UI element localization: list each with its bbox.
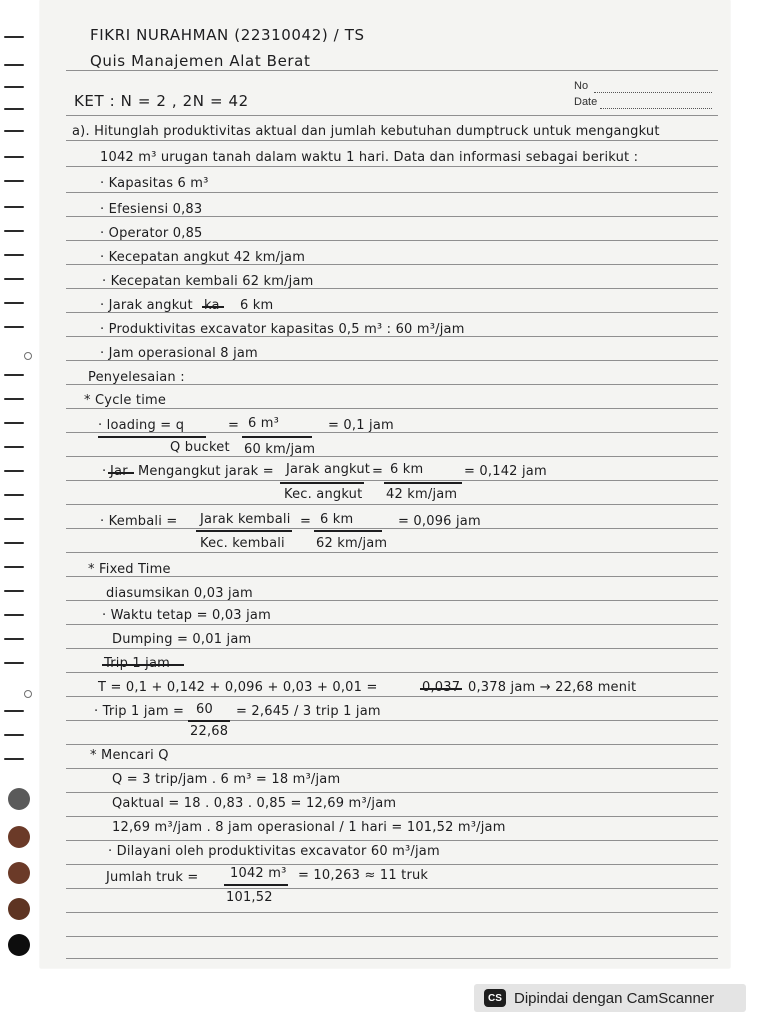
problem-line-2: 1042 m³ urugan tanah dalam waktu 1 hari. Data dan informasi sebagai berikut : (100, 150, 639, 165)
angkut-frac1-bar (280, 482, 364, 484)
margin-tick (4, 206, 24, 208)
ruled-line (66, 840, 718, 841)
ruled-line (66, 792, 718, 793)
ruled-line (66, 888, 718, 889)
margin-tick (4, 156, 24, 158)
camscanner-logo-icon: CS (484, 989, 506, 1007)
date-label: Date (574, 96, 598, 108)
truk-result: = 10,263 ≈ 11 truk (298, 868, 429, 883)
subject-line: Quis Manajemen Alat Berat (90, 52, 311, 70)
student-name-line: FIKRI NURAHMAN (22310042) / TS (90, 26, 365, 44)
angkut-frac2-bar (384, 482, 462, 484)
ruled-line (66, 672, 718, 673)
kembali-frac2-den: 62 km/jam (316, 536, 388, 551)
angkut-prefix-strike (108, 472, 134, 474)
margin-tick (4, 398, 24, 400)
loading-frac-den: 60 km/jam (244, 442, 316, 457)
ruled-line (66, 936, 718, 937)
margin-tick (4, 422, 24, 424)
margin-tick (4, 494, 24, 496)
ruled-line (66, 912, 718, 913)
loading-label: · loading = q (98, 418, 185, 433)
data-item-kapasitas: · Kapasitas 6 m³ (100, 176, 209, 191)
kembali-frac1-den: Kec. kembali (200, 536, 285, 551)
margin-tick (4, 230, 24, 232)
loading-denominator: Q bucket (170, 440, 230, 455)
fixed-time-waktu-tetap: · Waktu tetap = 0,03 jam (102, 608, 271, 623)
binder-dot-black (8, 934, 30, 956)
margin-hole-mark (24, 352, 32, 360)
margin-tick (4, 734, 24, 736)
ruled-line (66, 744, 718, 745)
angkut-frac2-num: 6 km (390, 462, 424, 477)
struck-trip-line (102, 664, 184, 666)
margin-tick (4, 542, 24, 544)
kembali-frac2-num: 6 km (320, 512, 354, 527)
data-item-jarak-value: 6 km (240, 298, 274, 313)
ruled-line (66, 192, 718, 193)
data-item-kec-kembali: · Kecepatan kembali 62 km/jam (102, 274, 314, 289)
margin-tick (4, 614, 24, 616)
angkut-eq-sign: = (372, 464, 384, 479)
margin-tick (4, 446, 24, 448)
loading-frac-num: 6 m³ (248, 416, 280, 431)
ruled-line (66, 552, 718, 553)
camscanner-text: Dipindai dengan CamScanner (514, 989, 715, 1007)
trip-result: = 2,645 / 3 trip 1 jam (236, 704, 381, 719)
ruled-line (66, 504, 718, 505)
ruled-line (66, 816, 718, 817)
data-item-operator: · Operator 0,85 (100, 226, 203, 241)
no-fill-line (594, 92, 712, 93)
margin-tick (4, 130, 24, 132)
margin-tick (4, 374, 24, 376)
angkut-bullet: · (102, 464, 107, 479)
total-result: 0,378 jam → 22,68 menit (468, 680, 637, 695)
angkut-label: Mengangkut jarak = (138, 464, 274, 479)
loading-eq-sign: = (228, 418, 240, 433)
ruled-line (66, 70, 718, 71)
truk-frac-bar (224, 884, 288, 886)
kembali-frac1-bar (196, 530, 292, 532)
trip-per-jam-label: · Trip 1 jam = (94, 704, 185, 719)
margin-tick (4, 180, 24, 182)
binder-dot-brown-2 (8, 862, 30, 884)
kembali-label: · Kembali = (100, 514, 178, 529)
no-label: No (574, 80, 589, 92)
data-item-efesiensi: · Efesiensi 0,83 (100, 202, 203, 217)
ruled-line (66, 768, 718, 769)
jumlah-truk-label: Jumlah truk = (106, 870, 199, 885)
ruled-line (66, 480, 718, 481)
margin-hole-mark (24, 690, 32, 698)
kembali-frac2-bar (314, 530, 382, 532)
margin-tick (4, 326, 24, 328)
ruled-line (66, 115, 718, 116)
ruled-line (66, 696, 718, 697)
kembali-eq-sign: = (300, 514, 312, 529)
margin-tick (4, 36, 24, 38)
truk-frac-den: 101,52 (226, 890, 273, 905)
total-cycle-line: T = 0,1 + 0,142 + 0,096 + 0,03 + 0,01 = (98, 680, 378, 695)
margin-tick (4, 108, 24, 110)
trip-frac-den: 22,68 (190, 724, 229, 739)
angkut-frac1-num: Jarak angkut (286, 462, 371, 477)
ruled-line (66, 408, 718, 409)
solution-title: Penyelesaian : (88, 370, 185, 385)
binder-dot-gray (8, 788, 30, 810)
trip-frac-bar (188, 720, 230, 722)
ruled-line (66, 864, 718, 865)
kembali-result: = 0,096 jam (398, 514, 481, 529)
angkut-result: = 0,142 jam (464, 464, 547, 479)
ruled-line (66, 624, 718, 625)
margin-tick (4, 662, 24, 664)
margin-tick (4, 710, 24, 712)
left-margin (0, 0, 40, 968)
data-item-kec-angkut: · Kecepatan angkut 42 km/jam (100, 250, 306, 265)
fixed-time-title: * Fixed Time (88, 562, 171, 577)
camscanner-badge (474, 984, 746, 1012)
angkut-frac1-den: Kec. angkut (284, 487, 363, 502)
binder-dot-brown-3 (8, 898, 30, 920)
margin-tick (4, 302, 24, 304)
ruled-line (66, 140, 718, 141)
fixed-time-dumping: Dumping = 0,01 jam (112, 632, 252, 647)
q-aktual-line: Qaktual = 18 . 0,83 . 0,85 = 12,69 m³/jam (112, 796, 397, 811)
data-item-excavator: · Produktivitas excavator kapasitas 0,5 m³ : 60 m³/jam (100, 322, 465, 337)
truk-frac-num: 1042 m³ (230, 866, 287, 881)
margin-tick (4, 254, 24, 256)
data-item-jam-operasional: · Jam operasional 8 jam (100, 346, 258, 361)
margin-tick (4, 64, 24, 66)
margin-tick (4, 518, 24, 520)
ruled-line (66, 456, 718, 457)
scribble-strike (202, 306, 224, 308)
loading-frac-bar (242, 436, 312, 438)
angkut-frac2-den: 42 km/jam (386, 487, 458, 502)
binder-dot-brown-1 (8, 826, 30, 848)
q-per-hari-line: 12,69 m³/jam . 8 jam operasional / 1 hari = 101,52 m³/jam (112, 820, 506, 835)
margin-tick (4, 566, 24, 568)
q-title: * Mencari Q (90, 748, 169, 763)
margin-tick (4, 86, 24, 88)
loading-result: = 0,1 jam (328, 418, 394, 433)
q-line: Q = 3 trip/jam . 6 m³ = 18 m³/jam (112, 772, 341, 787)
kembali-frac1-num: Jarak kembali (200, 512, 291, 527)
margin-tick (4, 470, 24, 472)
margin-tick (4, 758, 24, 760)
data-item-jarak-label: · Jarak angkut (100, 298, 193, 313)
cycle-time-heading: * Cycle time (84, 393, 167, 408)
fixed-time-assumed: diasumsikan 0,03 jam (106, 586, 253, 601)
ket-line: KET : N = 2 , 2N = 42 (74, 92, 249, 110)
ruled-line (66, 166, 718, 167)
total-struck-line (420, 688, 462, 690)
ruled-line (66, 720, 718, 721)
dilayani-line: · Dilayani oleh produktivitas excavator 60 m³/jam (108, 844, 440, 859)
date-fill-line (600, 108, 712, 109)
ruled-line (66, 648, 718, 649)
problem-line-1: a). Hitunglah produktivitas aktual dan jumlah kebutuhan dumptruck untuk mengangkut (72, 124, 660, 139)
margin-tick (4, 278, 24, 280)
ruled-line (66, 958, 718, 959)
margin-tick (4, 590, 24, 592)
loading-underline (98, 436, 206, 438)
notebook-page (40, 0, 730, 968)
trip-frac-num: 60 (196, 702, 213, 717)
margin-tick (4, 638, 24, 640)
